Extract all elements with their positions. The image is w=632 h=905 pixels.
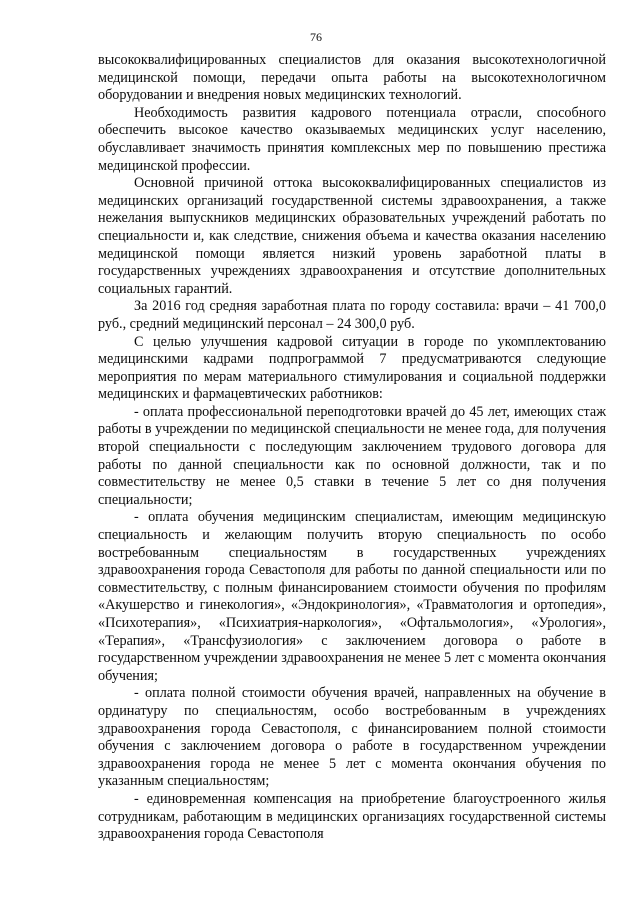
paragraph: С целью улучшения кадровой ситуации в городе по укомплектованию медицинскими кадрами подпрограммой 7 предусматриваются следующие мероприятия по мерам материального стимулирования и социальной поддержки медицинских и фармацевтических работников:	[98, 333, 606, 403]
list-item: - оплата обучения медицинским специалистам, имеющим медицинскую специальность и желающим получить вторую специальность по особо востребованным специальностям в государственных учреждениях здравоохранения города Севастополя для работы по данной специальности или по совместительству, с полным финансированием стоимости обучения по профилям «Акушерство и гинекология», «Эндокринология», «Травматология и ортопедия», «Психотерапия», «Психиатрия-наркология», «Офтальмология», «Урология», «Терапия», «Трансфузиология» с заключением договора о работе в государственном учреждении здравоохранения не менее 5 лет с момента окончания обучения;	[98, 509, 606, 684]
paragraph: Основной причиной оттока высококвалифицированных специалистов из медицинских организаций государственной системы здравоохранения, а также нежелания выпускников медицинских образовательных учреждений работать по специальности и, как следствие, снижения объема и качества оказания населению медицинской помощи является низкий уровень заработной платы в государственных учреждениях здравоохранения и отсутствие дополнительных социальных гарантий.	[98, 175, 606, 297]
paragraph: Необходимость развития кадрового потенциала отрасли, способного обеспечить высокое качество оказываемых медицинских услуг населению, обуславливает значимость принятия комплексных мер по повышению престижа медицинской профессии.	[98, 104, 606, 174]
list-item: - оплата полной стоимости обучения врачей, направленных на обучение в ординатуру по специальностям, особо востребованным в учреждениях здравоохранения города Севастополя, с финансированием полной стоимости обучения с заключением договора о работе в государственном учреждении здравоохранения города не менее 5 лет с момента окончания обучения по указанным специальностям;	[98, 685, 606, 790]
page-number: 76	[310, 30, 322, 44]
paragraph: За 2016 год средняя заработная плата по городу составила: врачи – 41 700,0 руб., средний медицинский персонал – 24 300,0 руб.	[98, 298, 606, 332]
list-item: - единовременная компенсация на приобретение благоустроенного жилья сотрудникам, работающим в медицинских организациях государственной системы здравоохранения города Севастополя	[98, 790, 606, 843]
paragraph: высококвалифицированных специалистов для оказания высокотехнологичной медицинской помощи, передачи опыта работы на высокотехнологичном оборудовании и внедрения новых медицинских технологий.	[98, 52, 606, 104]
body-text	[98, 52, 606, 844]
list-item: - оплата профессиональной переподготовки врачей до 45 лет, имеющих стаж работы в учреждении по медицинской специальности не менее года, для получения второй специальности с последующим заключением трудового договора для работы по данной специальности как по основной должности, так и по совместительству не менее 0,5 ставки в течение 5 лет со дня получения специальности;	[98, 403, 606, 508]
